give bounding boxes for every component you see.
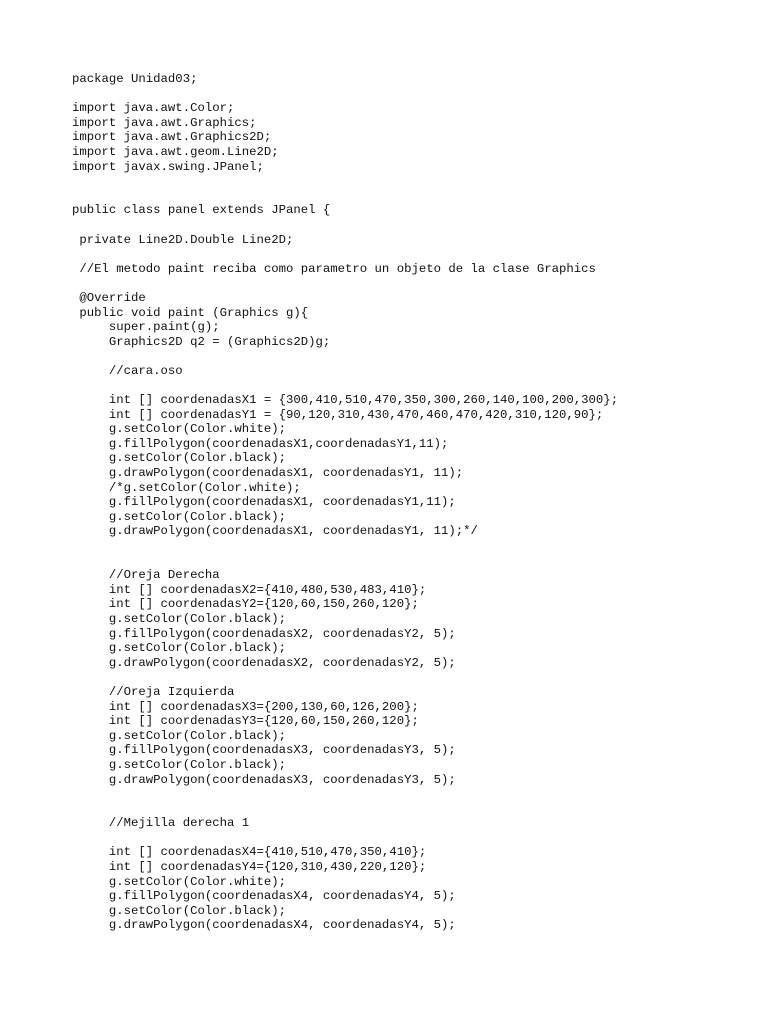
code-line: g.setColor(Color.black);: [72, 611, 287, 626]
code-line: import java.awt.Color;: [72, 101, 235, 116]
code-line: g.fillPolygon(coordenadasX4, coordenadasY4, 5);: [72, 889, 456, 904]
code-line: int [] coordenadasX3={200,130,60,126,200};: [72, 699, 419, 714]
code-line: g.drawPolygon(coordenadasX3, coordenadasY3, 5);: [72, 772, 456, 787]
code-line: int [] coordenadasY3={120,60,150,260,120};: [72, 714, 419, 729]
code-line: g.fillPolygon(coordenadasX3, coordenadasY3, 5);: [72, 743, 456, 758]
code-line: [72, 670, 618, 685]
code-line: [72, 218, 618, 233]
code-line: g.setColor(Color.black);: [72, 641, 287, 656]
code-line: g.fillPolygon(coordenadasX1, coordenadasY1,11);: [72, 495, 456, 510]
code-line: int [] coordenadasX2={410,480,530,483,410};: [72, 582, 427, 597]
code-line: [72, 276, 618, 291]
code-line: [72, 787, 618, 802]
code-line: import java.awt.Graphics2D;: [72, 130, 272, 145]
code-line: int [] coordenadasX1 = {300,410,510,470,350,300,260,140,100,200,300};: [72, 393, 619, 408]
code-line: //Oreja Derecha: [72, 568, 220, 583]
code-line: int [] coordenadasY2={120,60,150,260,120};: [72, 597, 419, 612]
code-line: Graphics2D q2 = (Graphics2D)g;: [72, 334, 331, 349]
code-line: import java.awt.Graphics;: [72, 115, 257, 130]
code-line: g.drawPolygon(coordenadasX4, coordenadasY4, 5);: [72, 918, 456, 933]
code-line: package Unidad03;: [72, 72, 198, 86]
code-line: import java.awt.geom.Line2D;: [72, 144, 279, 159]
code-line: g.setColor(Color.black);: [72, 509, 287, 524]
code-line: public class panel extends JPanel {: [72, 203, 331, 218]
code-line: [72, 189, 618, 204]
code-line: [72, 831, 618, 846]
code-listing: [72, 72, 618, 933]
code-line: [72, 378, 618, 393]
code-line: int [] coordenadasY4={120,310,430,220,120};: [72, 860, 427, 875]
code-line: g.setColor(Color.black);: [72, 757, 287, 772]
code-line: @Override: [72, 290, 146, 305]
code-line: g.fillPolygon(coordenadasX2, coordenadasY2, 5);: [72, 626, 456, 641]
code-line: g.setColor(Color.white);: [72, 874, 287, 889]
code-line: g.drawPolygon(coordenadasX1, coordenadasY1, 11);*/: [72, 524, 478, 539]
code-line: import javax.swing.JPanel;: [72, 159, 264, 174]
code-line: //El metodo paint reciba como parametro un objeto de la clase Graphics: [72, 261, 596, 276]
code-line: //Mejilla derecha 1: [72, 816, 250, 831]
code-line: //cara.oso: [72, 363, 183, 378]
code-line: public void paint (Graphics g){: [72, 305, 309, 320]
code-line: [72, 349, 618, 364]
code-line: //Oreja Izquierda: [72, 684, 235, 699]
code-line: g.drawPolygon(coordenadasX1, coordenadasY1, 11);: [72, 466, 464, 481]
code-line: [72, 247, 618, 262]
code-line: private Line2D.Double Line2D;: [72, 232, 294, 247]
code-line: g.setColor(Color.black);: [72, 451, 287, 466]
code-line: [72, 554, 618, 569]
code-line: int [] coordenadasY1 = {90,120,310,430,470,460,470,420,310,120,90};: [72, 407, 604, 422]
code-line: g.drawPolygon(coordenadasX2, coordenadasY2, 5);: [72, 655, 456, 670]
code-line: g.setColor(Color.black);: [72, 728, 287, 743]
code-line: g.setColor(Color.white);: [72, 422, 287, 437]
code-line: [72, 539, 618, 554]
code-line: g.setColor(Color.black);: [72, 903, 287, 918]
code-line: [72, 87, 618, 102]
code-line: int [] coordenadasX4={410,510,470,350,410};: [72, 845, 427, 860]
code-line: super.paint(g);: [72, 320, 220, 335]
code-line: /*g.setColor(Color.white);: [72, 480, 301, 495]
code-line: [72, 802, 618, 817]
code-line: g.fillPolygon(coordenadasX1,coordenadasY1,11);: [72, 436, 449, 451]
code-line: [72, 174, 618, 189]
